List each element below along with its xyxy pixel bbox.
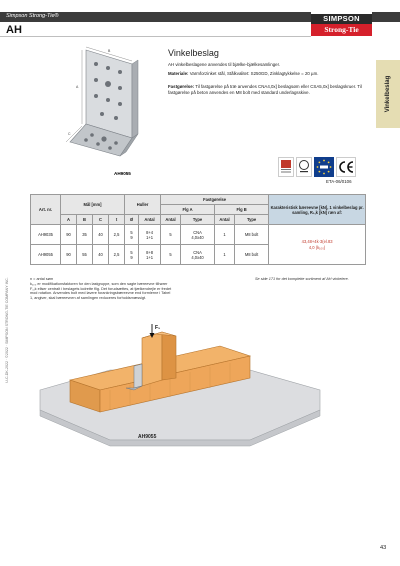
materials-paragraph: [168, 71, 368, 77]
subhead-a: A: [61, 215, 77, 225]
simpson-logo: [311, 12, 372, 38]
fastening-label: Fastgørelse:: [168, 84, 195, 89]
logo-top: SIMPSON: [311, 14, 372, 24]
subhead-a-count: Antal: [161, 215, 181, 225]
cell-b-type: M8 bolt: [235, 225, 269, 245]
col-flange-a: Flg A: [161, 205, 215, 215]
cell-diam: 5 9: [125, 245, 139, 265]
cell-art: AH9055: [31, 245, 61, 265]
logo-bottom: Strong-Tie: [311, 24, 372, 36]
angle-bracket-drawing: [46, 42, 154, 178]
subhead-holes-count: Antal: [139, 215, 161, 225]
cell-a-type: CNA 4,0x40: [181, 245, 215, 265]
range-note: Se side 171 for det komplette sortiment af AH vinkelere.: [255, 277, 349, 281]
col-fastening: Fastgørelse: [161, 195, 269, 205]
side-tab-label: Vinkelbeslag: [385, 75, 391, 113]
col-holes: Huller: [125, 195, 161, 215]
eta-code: ETA-06/0106: [326, 179, 352, 184]
cell-result: [269, 225, 366, 265]
cell-b: 55: [77, 245, 93, 265]
vertical-meta: U-C-DK-2022 · ©2022 · SIMPSON STRONG-TIE COMPANY INC.: [5, 277, 9, 383]
illustration-label: AH9055: [138, 434, 157, 440]
materials-label: Materiale:: [168, 71, 189, 76]
cell-t: 2,5: [109, 245, 125, 265]
cell-b-type: M8 bolt: [235, 245, 269, 265]
table-notes: [30, 277, 200, 301]
fastening-text: Til fastgørelse på træ anvendes CNA4,0x] beslagsøm eller CSA5,0x] beslagskruer. Til fastgørelse på beton anvendes en M8 bolt med standard underlagsskive.: [168, 84, 362, 95]
fastening-paragraph: [168, 84, 368, 96]
cell-holes: 8+4 1+1: [139, 225, 161, 245]
subhead-b-count: Antal: [215, 215, 235, 225]
subhead-b: B: [77, 215, 93, 225]
note-line-4: mod rotation. Anvendes bolt med lavere forankringsbæreevne end formlerne i Tabel: [30, 291, 171, 296]
cell-c: 40: [93, 225, 109, 245]
dim-c: C: [68, 132, 71, 136]
subhead-c: C: [93, 215, 109, 225]
cell-t: 2,5: [109, 225, 125, 245]
installation-illustration: [30, 320, 330, 450]
subhead-a-type: Type: [181, 215, 215, 225]
eta-icon: [314, 157, 334, 177]
cell-holes: 8+8 1+1: [139, 245, 161, 265]
cell-a-count: 5: [161, 225, 181, 245]
col-art: Art. nr.: [31, 195, 61, 225]
dim-b: B: [108, 49, 111, 53]
cell-diam: 5 9: [125, 225, 139, 245]
cell-a-type: CNA 4,0x40: [181, 225, 215, 245]
brand-line: Simpson Strong-Tie®: [6, 13, 59, 19]
note-line-5: 1, angiver, skal bæreevnen af samlingen reduceres forholdsmæssigt.: [30, 296, 147, 301]
page-number: 43: [380, 545, 387, 551]
result-line-2: 4,0 (k₁₀₀): [308, 244, 326, 250]
cell-b-count: 1: [215, 225, 235, 245]
cell-a: 90: [61, 245, 77, 265]
cell-b: 35: [77, 225, 93, 245]
ce-icon: [336, 157, 356, 177]
force-label: F₁: [155, 325, 161, 331]
dop-icon: [278, 157, 294, 177]
materials-text: Varmforzinket stål, Stålkvalitet: S250GD, Zinklagtykkelse = 20 µm.: [189, 71, 319, 76]
table-row: [31, 225, 366, 245]
cell-c: 40: [93, 245, 109, 265]
product-intro: AH vinkelbeslagene anvendes til bjælke-bjælkesamlinger.: [168, 62, 281, 67]
drawing-label: AH9055: [114, 171, 131, 176]
col-dims: Mål [mm]: [61, 195, 125, 215]
col-result: Karakteristisk bæreevne [kN], 1 vinkelbeslag pr. samling, R₁,k [kN] ræn af:: [269, 195, 366, 225]
subhead-b-type: Type: [235, 215, 269, 225]
cell-art: AH9035: [31, 225, 61, 245]
product-code: AH: [6, 24, 22, 36]
note-line-2: k₁₀₀ er modifikationsfaktoren for den lastgruppe, som den sagte bæreevne tilhører: [30, 281, 168, 286]
quality-icon: [296, 157, 312, 177]
subhead-t: t: [109, 215, 125, 225]
col-flange-b: Flg B: [215, 205, 269, 215]
note-line-3: F₁,k ellser centralt i beslagets lodrette flig. Det forudsættes, at tjælkendrejle er fredet: [30, 286, 172, 291]
subhead-diam: Ø: [125, 215, 139, 225]
cell-b-count: 1: [215, 245, 235, 265]
result-line-1: 43,48+4k·3(el.83: [301, 238, 333, 244]
cell-a-count: 5: [161, 245, 181, 265]
cell-a: 90: [61, 225, 77, 245]
note-line-1: n = antal søm: [30, 277, 54, 281]
spec-table: [30, 194, 366, 265]
product-title: Vinkelbeslag: [168, 48, 219, 58]
dim-a: A: [76, 85, 79, 89]
header-rule: [0, 36, 312, 37]
